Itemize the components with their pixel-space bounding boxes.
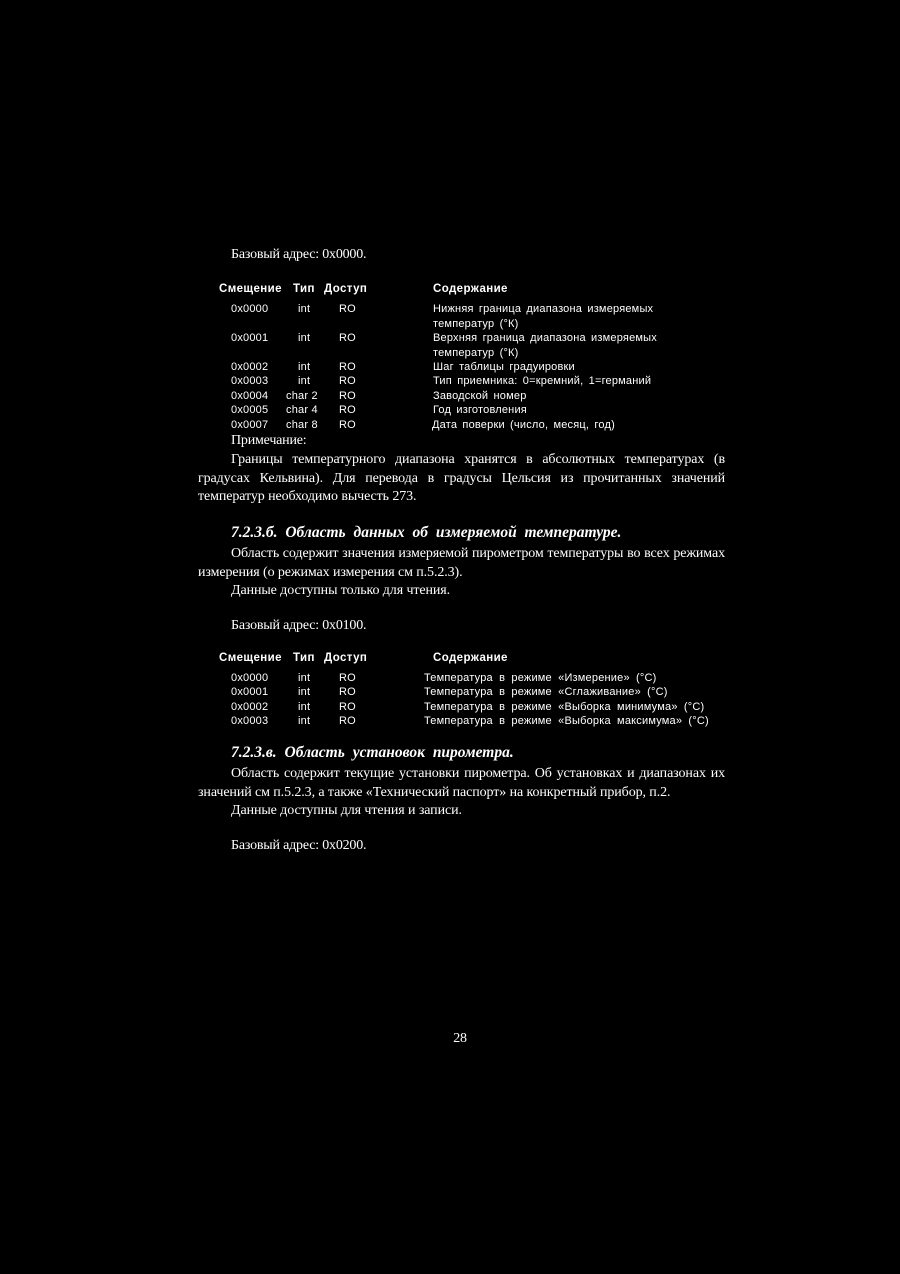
t1-content: Тип приемника: 0=кремний, 1=германий (433, 375, 652, 387)
th-type: Тип (293, 652, 315, 664)
t2-access: RO (339, 715, 356, 727)
t1-offset: 0х0007 (231, 419, 269, 431)
t1-type: char 8 (286, 419, 318, 431)
t2-offset: 0х0002 (231, 701, 269, 713)
t2-type: int (298, 672, 311, 684)
base-address-3: Базовый адрес: 0х0200. (231, 838, 367, 853)
note-text: Границы температурного диапазона хранятся в абсолютных температурах (в градусах Кельвина). Для перевода в градусы Цельсия из прочитанных значений температур необходимо вычесть 273. (198, 452, 725, 504)
t1-offset: 0х0001 (231, 332, 269, 344)
section-c-paragraph-2: Данные доступны для чтения и записи. (231, 803, 462, 818)
t2-offset: 0х0000 (231, 672, 269, 684)
t2-content: Температура в режиме «Измерение» (°С) (424, 672, 657, 684)
note-label: Примечание: (231, 433, 307, 448)
t1-content: Верхняя граница диапазона измеряемых температур (°К) (433, 332, 657, 359)
t1-offset: 0х0005 (231, 404, 269, 416)
t2-access: RO (339, 672, 356, 684)
page-number: 28 (453, 1031, 467, 1046)
t1-access: RO (339, 332, 356, 344)
section-c-paragraph-1: Область содержит текущие установки пирометра. Об установках и диапазонах их значений см п.5.2.3, а также «Технический паспорт» на конкретный прибор, п.2. (198, 766, 725, 800)
section-heading-c: 7.2.3.в. Область установок пирометра. (231, 744, 514, 761)
section-b-paragraph-2: Данные доступны только для чтения. (231, 583, 451, 598)
section-b-paragraph-1: Область содержит значения измеряемой пирометром температуры во всех режимах измерения (о режимах измерения см п.5.2.3). (198, 546, 725, 580)
t2-access: RO (339, 701, 356, 713)
t2-content: Температура в режиме «Выборка максимума» (°С) (424, 715, 709, 727)
th-offset: Смещение (219, 652, 282, 664)
th-content: Содержание (433, 652, 508, 664)
t1-offset: 0х0004 (231, 390, 269, 402)
th-access: Доступ (324, 652, 368, 664)
t2-offset: 0х0001 (231, 686, 269, 698)
t1-access: RO (339, 375, 356, 387)
t1-access: RO (339, 303, 356, 315)
th-access: Доступ (324, 283, 368, 295)
t1-access: RO (339, 390, 356, 402)
t1-content: Шаг таблицы градуировки (433, 361, 575, 373)
t2-type: int (298, 686, 311, 698)
base-address-1: Базовый адрес: 0х0000. (231, 247, 367, 262)
t2-content: Температура в режиме «Выборка минимума» (°С) (424, 701, 705, 713)
th-type: Тип (293, 283, 315, 295)
t1-type: int (298, 332, 311, 344)
th-offset: Смещение (219, 283, 282, 295)
th-content: Содержание (433, 283, 508, 295)
t1-type: int (298, 375, 311, 387)
t1-access: RO (339, 419, 356, 431)
t1-access: RO (339, 404, 356, 416)
t1-type: int (298, 303, 311, 315)
t2-access: RO (339, 686, 356, 698)
t1-content: Дата поверки (число, месяц, год) (432, 419, 615, 431)
t1-content: Год изготовления (433, 404, 527, 416)
t1-offset: 0х0000 (231, 303, 269, 315)
base-address-2: Базовый адрес: 0х0100. (231, 618, 367, 633)
t2-content: Температура в режиме «Сглаживание» (°С) (424, 686, 668, 698)
t1-type: char 4 (286, 404, 318, 416)
t1-content: Нижняя граница диапазона измеряемых температур (°К) (433, 303, 654, 330)
t1-content: Заводской номер (433, 390, 527, 402)
t2-type: int (298, 701, 311, 713)
section-heading-b: 7.2.3.б. Область данных об измеряемой температуре. (231, 524, 622, 541)
t1-offset: 0х0003 (231, 375, 269, 387)
t2-type: int (298, 715, 311, 727)
t1-type: int (298, 361, 311, 373)
t2-offset: 0х0003 (231, 715, 269, 727)
t1-offset: 0х0002 (231, 361, 269, 373)
t1-access: RO (339, 361, 356, 373)
t1-type: char 2 (286, 390, 318, 402)
